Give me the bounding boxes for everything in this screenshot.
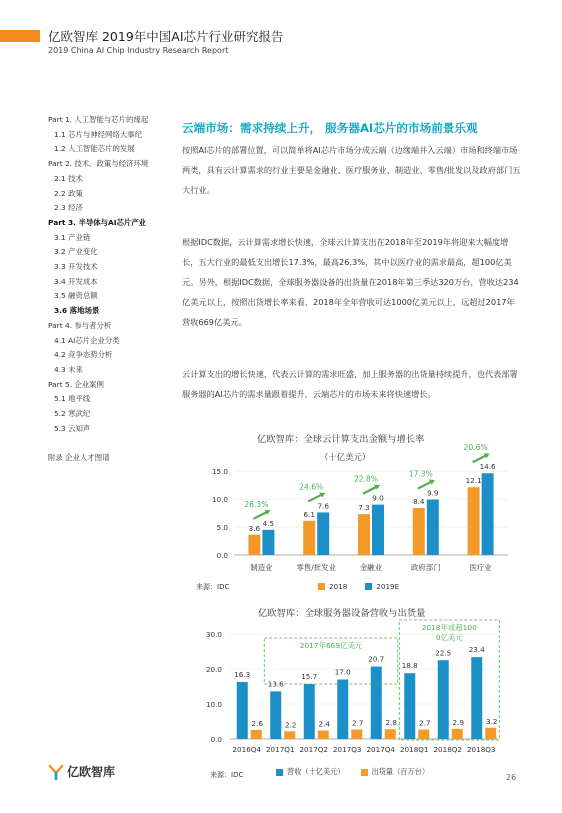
bar-value-label: 7.3 bbox=[358, 503, 370, 513]
annotation-2018-line2: 0亿美元 bbox=[435, 633, 463, 642]
bar-2018 bbox=[303, 521, 315, 555]
bar-shipments bbox=[485, 728, 496, 739]
x-tick-label: 金融业 bbox=[359, 563, 383, 572]
toc-item[interactable]: 3.5 融资总额 bbox=[54, 291, 98, 301]
growth-rate-label: 17.3% bbox=[408, 469, 433, 479]
bar-value-label: 2.7 bbox=[352, 718, 364, 728]
growth-arrowhead bbox=[264, 510, 270, 515]
footer-logo-text: 亿欧智库 bbox=[67, 765, 116, 779]
bar-value-label: 8.4 bbox=[413, 496, 425, 506]
toc-item[interactable]: 3.6 落地场景 bbox=[54, 306, 100, 316]
chart1-subtitle: （十亿美元） bbox=[320, 452, 371, 462]
bar-value-label: 2.8 bbox=[385, 718, 397, 728]
growth-arrow bbox=[473, 455, 487, 462]
bar-value-label: 9.0 bbox=[372, 493, 384, 503]
bar-2018 bbox=[413, 508, 425, 555]
bar-value-label: 16.3 bbox=[234, 669, 251, 679]
bar-shipments bbox=[351, 730, 362, 739]
footer-logo bbox=[48, 763, 115, 780]
y-tick-label: 30.0 bbox=[205, 630, 222, 639]
growth-rate-label: 24.6% bbox=[299, 482, 324, 492]
bar-shipments bbox=[452, 729, 463, 739]
bar-value-label: 7.6 bbox=[317, 501, 329, 511]
bar-shipments bbox=[284, 731, 295, 739]
bar-2018 bbox=[468, 487, 480, 555]
toc-part[interactable]: 附录 企业人才图谱 bbox=[48, 453, 110, 463]
bar-shipments bbox=[251, 730, 262, 739]
toc-part[interactable]: Part 5. 企业案例 bbox=[48, 379, 104, 389]
toc-item[interactable]: 5.2 寒武纪 bbox=[54, 409, 91, 419]
bar-shipments bbox=[318, 731, 329, 739]
bar-value-label: 20.7 bbox=[368, 654, 385, 664]
growth-arrow bbox=[418, 482, 432, 489]
page-number: 26 bbox=[506, 773, 517, 782]
legend-swatch-2018 bbox=[318, 583, 325, 590]
bar-2019e bbox=[482, 473, 494, 555]
x-tick-label: 2018Q1 bbox=[399, 745, 429, 754]
bar-2019e bbox=[372, 505, 384, 555]
chart2-legend bbox=[276, 767, 429, 777]
bar-2018 bbox=[358, 514, 370, 555]
annotation-box-2018 bbox=[399, 620, 499, 740]
x-tick-label: 2018Q2 bbox=[433, 745, 463, 754]
y-tick-label: 0.0 bbox=[216, 551, 228, 560]
x-tick-label: 2017Q1 bbox=[265, 745, 295, 754]
bar-value-label: 2.4 bbox=[318, 719, 330, 729]
report-title: 亿欧智库 2019年中国AI芯片行业研究报告 bbox=[48, 29, 284, 44]
bar-2019e bbox=[262, 530, 274, 555]
chart1-legend bbox=[318, 582, 399, 591]
bar-revenue bbox=[404, 673, 415, 739]
bar-value-label: 17.0 bbox=[334, 667, 351, 677]
growth-rate-label: 22.8% bbox=[353, 474, 379, 484]
section-title: 云端市场：需求持续上升， 服务器AI芯片的市场前景乐观 bbox=[182, 121, 478, 135]
growth-arrow bbox=[308, 494, 322, 501]
bar-2018 bbox=[248, 535, 260, 555]
bar-2019e bbox=[317, 512, 329, 555]
bar-revenue bbox=[438, 660, 449, 739]
growth-rate-label: 20.6% bbox=[463, 443, 488, 453]
y-tick-label: 5.0 bbox=[216, 523, 228, 532]
toc-item[interactable]: 2.3 经济 bbox=[54, 203, 83, 213]
bar-value-label: 6.1 bbox=[303, 509, 315, 519]
growth-arrowhead bbox=[319, 492, 325, 497]
y-tick-label: 10.0 bbox=[211, 495, 228, 504]
toc-item[interactable]: 3.2 产业变化 bbox=[54, 247, 98, 257]
y-tick-label: 0.0 bbox=[210, 735, 222, 744]
bar-value-label: 2.9 bbox=[452, 717, 464, 727]
x-tick-label: 政府部门 bbox=[411, 563, 441, 572]
x-tick-label: 2017Q3 bbox=[332, 745, 362, 754]
toc-part[interactable]: Part 3. 半导体与AI芯片产业 bbox=[48, 217, 147, 227]
toc-item[interactable]: 4.1 AI芯片企业分类 bbox=[54, 335, 120, 345]
paragraph-3: 云计算支出的增长快速，代表云计算的需求旺盛，加上服务器的出货量持续提升，也代表部署服务器的AI芯片的需求量跟着提升，云端芯片的市场未来将快速增长。 bbox=[182, 369, 518, 399]
growth-arrow bbox=[253, 512, 267, 519]
x-tick-label: 2018Q3 bbox=[466, 745, 496, 754]
toc-item[interactable]: 4.2 竞争态势分析 bbox=[54, 350, 113, 360]
table-of-contents bbox=[48, 113, 168, 466]
bar-value-label: 12.1 bbox=[465, 476, 482, 486]
toc-item[interactable]: 3.4 开发成本 bbox=[54, 276, 98, 286]
annotation-box-2017 bbox=[264, 638, 398, 684]
toc-item[interactable]: 1.2 人工智能芯片的发展 bbox=[54, 144, 135, 154]
x-tick-label: 2017Q2 bbox=[299, 745, 329, 754]
legend-label-revenue: 营收（十亿美元） bbox=[287, 767, 345, 776]
y-tick-label: 20.0 bbox=[205, 665, 222, 674]
toc-part[interactable]: Part 2. 技术、政策与经济环境 bbox=[48, 159, 149, 169]
bar-revenue bbox=[304, 684, 315, 739]
toc-part[interactable]: Part 1. 人工智能与芯片的缘起 bbox=[48, 115, 149, 124]
bar-value-label: 15.7 bbox=[301, 672, 318, 682]
legend-swatch-2019e bbox=[365, 583, 372, 590]
x-tick-label: 2017Q4 bbox=[366, 745, 396, 754]
bar-value-label: 2.7 bbox=[419, 718, 431, 728]
legend-swatch-shipments bbox=[361, 769, 368, 776]
paragraph-2: 根据IDC数据，云计算需求增长快速，全球云计算支出在2018年至2019年将迎来大幅度增长，五大行业的最低支出增长17.3%，最高26.3%，其中以医疗业的需求最高，超100亿美元。另外，根据IDC数据，全球服务器设备的出货量在2018年第三季达320万台，营收达234亿美元以上，按照出货增长率来看，2018年全年营收可达1000亿美元以上，远超过2017年营收669亿美元。 bbox=[182, 237, 519, 327]
growth-arrowhead bbox=[429, 480, 435, 485]
bar-value-label: 23.4 bbox=[468, 645, 485, 655]
bar-value-label: 4.5 bbox=[262, 518, 275, 528]
legend-label-2019e: 2019E bbox=[376, 582, 400, 591]
bar-revenue bbox=[237, 682, 248, 739]
legend-swatch-revenue bbox=[276, 769, 283, 776]
growth-arrowhead bbox=[484, 453, 490, 458]
legend-label-shipments: 出货量（百万台） bbox=[371, 767, 430, 776]
toc-item[interactable]: 4.3 未来 bbox=[54, 364, 83, 374]
bar-value-label: 9.9 bbox=[427, 488, 439, 498]
bar-revenue bbox=[337, 680, 348, 740]
chart2-source: 来源：IDC bbox=[210, 771, 244, 779]
bar-2019e bbox=[427, 500, 439, 555]
toc-item[interactable]: 3.1 产业链 bbox=[54, 232, 91, 242]
bar-revenue bbox=[471, 657, 482, 739]
toc-item[interactable]: 5.3 云知声 bbox=[54, 423, 91, 433]
bar-value-label: 18.8 bbox=[401, 661, 418, 671]
chart1-title: 亿欧智库：全球云计算支出金额与增长率 bbox=[257, 434, 425, 445]
bar-value-label: 2.6 bbox=[251, 718, 263, 728]
toc-item[interactable]: 3.3 开发技术 bbox=[54, 262, 98, 272]
growth-rate-label: 26.3% bbox=[244, 499, 269, 509]
bar-shipments bbox=[418, 730, 429, 739]
bar-revenue bbox=[270, 691, 281, 739]
chart1-source: 来源：IDC bbox=[196, 583, 230, 591]
x-tick-label: 医疗业 bbox=[469, 563, 492, 572]
bar-revenue bbox=[371, 667, 382, 739]
bar-shipments bbox=[385, 729, 396, 739]
toc-item[interactable]: 5.1 地平线 bbox=[54, 394, 91, 404]
toc-part[interactable]: Part 4. 参与者分析 bbox=[48, 320, 112, 330]
y-tick-label: 15.0 bbox=[211, 467, 228, 476]
toc-item[interactable]: 2.2 政策 bbox=[54, 188, 83, 198]
bar-value-label: 14.6 bbox=[479, 462, 496, 472]
x-tick-label: 零售/批发业 bbox=[296, 563, 336, 572]
header-accent-bar bbox=[0, 30, 40, 42]
growth-arrow bbox=[363, 487, 377, 494]
chart2-title: 亿欧智库：全球服务器设备营收与出货量 bbox=[258, 608, 426, 619]
bar-value-label: 3.2 bbox=[486, 716, 498, 726]
yiou-logo-icon bbox=[48, 764, 64, 780]
paragraph-1: 按照AI芯片的部署位置，可以简单将AI芯片市场分成云端（边缘端并入云端）市场和终端市场两类，具有云计算需求的行业主要是金融业、医疗服务业、制造业、零售/批发以及政府部门五大行业。 bbox=[182, 145, 521, 195]
annotation-2018-line1: 2018年或超100 bbox=[421, 623, 477, 632]
x-tick-label: 制造业 bbox=[250, 563, 273, 572]
toc-item[interactable]: 2.1 技术 bbox=[54, 173, 83, 183]
bar-value-label: 2.2 bbox=[285, 720, 297, 730]
annotation-2017: 2017年669亿美元 bbox=[299, 641, 363, 650]
bar-value-label: 22.5 bbox=[435, 648, 452, 658]
legend-label-2018: 2018 bbox=[329, 582, 348, 591]
growth-arrowhead bbox=[374, 485, 380, 490]
y-tick-label: 10.0 bbox=[205, 700, 222, 709]
toc-item[interactable]: 1.1 芯片与神经网络大事纪 bbox=[54, 129, 143, 139]
bar-value-label: 13.6 bbox=[267, 679, 284, 689]
toc-part[interactable] bbox=[48, 436, 168, 451]
x-tick-label: 2016Q4 bbox=[232, 745, 262, 754]
bar-value-label: 3.6 bbox=[248, 523, 261, 533]
report-subtitle: 2019 China AI Chip Industry Research Report bbox=[48, 46, 229, 55]
